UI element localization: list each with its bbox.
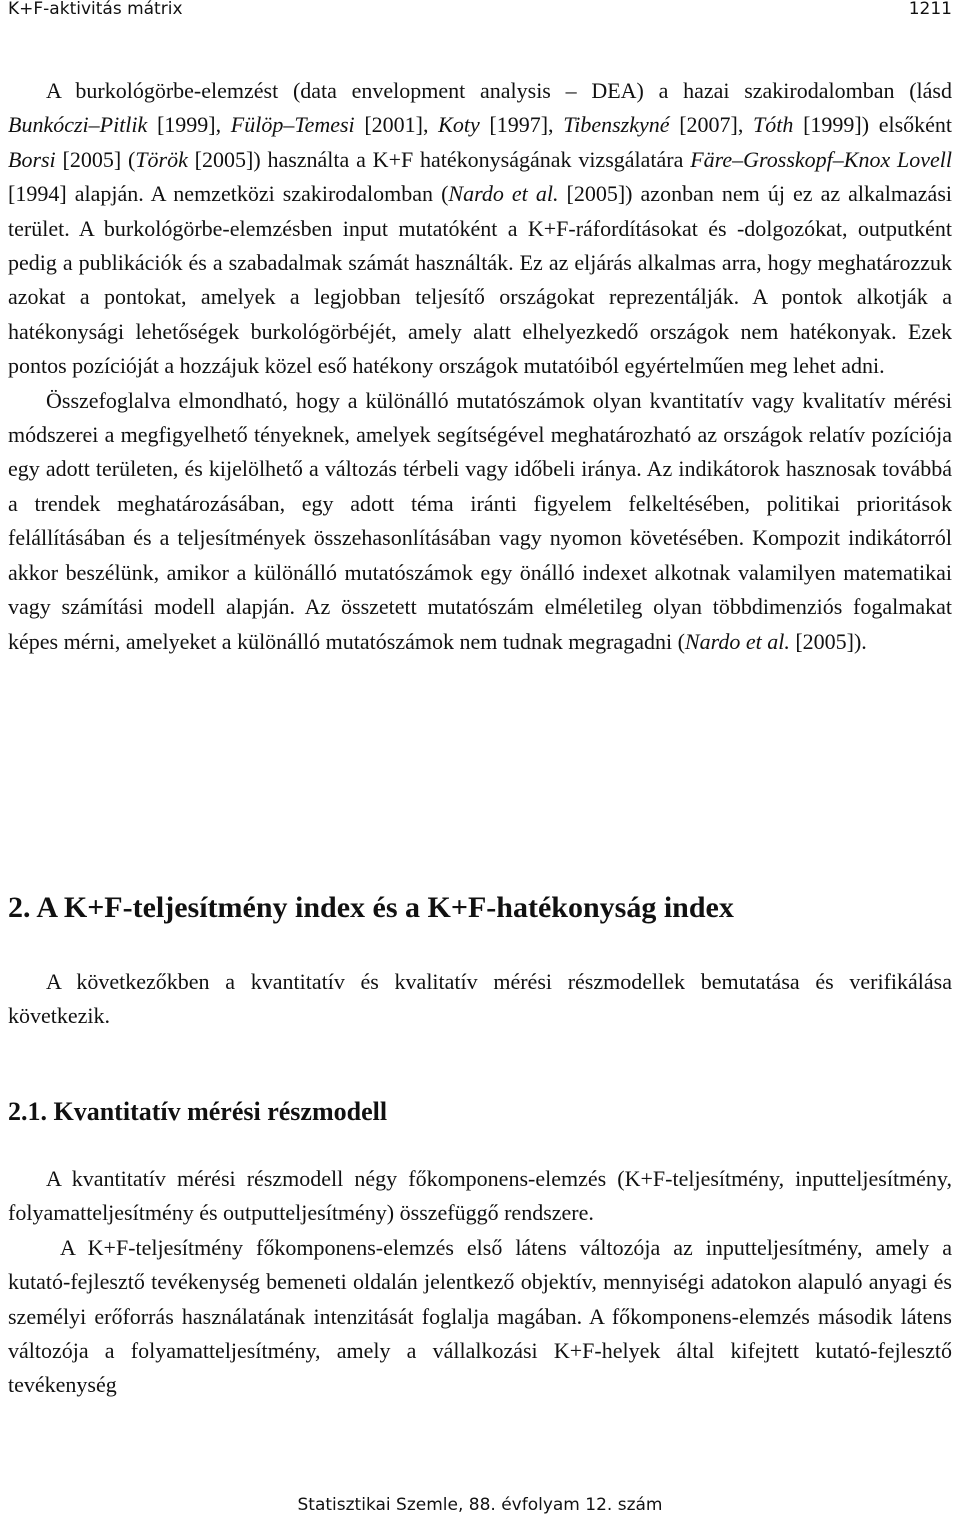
- paragraph-dea: A burkológörbe-elemzést (data envelopment analysis ‒ DEA) a hazai szakirodalomban (lásd Bunkóczi–Pitlik [1999], Fülöp–Temesi [2001], Koty [1997], Tibenszkyné [2007], Tóth [1999]) elsőként Borsi [2005] (Török [2005]) használta a K+F hatékonyságának vizsgálatára Färe–Grosskopf–Knox Lovell [1994] alapján. A nemzetközi szakirodalomban (Nardo et al. [2005]) azonban nem új ez az alkalmazási terület. A burkológörbe-elemzésben input mutatóként a K+F-ráfordításokat és -dolgozókat, outputként pedig a publikációk és a szabadalmak számát használták. Ez az eljárás alkalmas arra, hogy meghatározzuk azokat a pontokat, amelyek a legjobban teljesítő országokat reprezentálják. A pontok alkotják a hatékonysági lehetőségek burkológörbéjét, amely alatt elhelyezkedő országok nem hatékonyak. Ezek pontos pozícióját a hozzájuk közel eső hatékony országok mutatóiból egyértelműen meg lehet adni.: [8, 78, 953, 379]
- citation-author: Fülöp–Temesi: [230, 112, 355, 138]
- running-title: K+F-aktivitás mátrix: [8, 0, 183, 19]
- journal-footer: Statisztikai Szemle, 88. évfolyam 12. szám: [297, 1495, 663, 1515]
- citation-author: Bunkóczi–Pitlik: [8, 112, 148, 138]
- paragraph-components: A K+F-teljesítmény főkomponens-elemzés első látens változója az inputteljesítmény, amely a kutató-fejlesztő tevékenység bemeneti oldalán jelentkező objektív, mennyiségi adatokon alapuló anyagi és személyi erőforrás használatának intenzitását foglalja magában. A főkomponens-elemzés második látens változója a folyamatteljesítmény, amely a vállalkozási K+F-helyek által kifejtett kutató-fejlesztő tevékenység: [8, 1234, 952, 1398]
- citation-author: Färe–Grosskopf–Knox Lovell: [690, 146, 953, 172]
- paragraph-summary: Összefoglalva elmondható, hogy a különálló mutatószámok olyan kvantitatív vagy kvalitatív mérési módszerei a megfigyelhető tényeknek, amelyek segítségével meghatározható az országok relatív pozíciója egy adott területen, és kijelölhető a változás térbeli vagy időbeli iránya. Az indikátorok hasznosak továbbá a trendek meghatározásában, egy adott téma iránti figyelem felkeltésében, politikai prioritások felállításában és a teljesítmények összehasonlításában vagy nyomon követésében. Kompozit indikátorról akkor beszélünk, amikor a különálló mutatószámok egy önálló indexet alkotnak valamilyen matematikai vagy számítási modell alapján. Az összetett mutatószám elméletileg olyan többdimenziós fogalmakat képes mérni, amelyeket a különálló mutatószámok nem tudnak megragadni (Nardo et al. [2005]).: [8, 387, 952, 654]
- page-number: 1211: [908, 0, 952, 19]
- citation-author: Nardo et al.: [684, 628, 790, 654]
- section-2-text: [8, 965, 952, 1034]
- citation-author: Tóth: [753, 112, 794, 138]
- citation-author: Borsi: [8, 146, 56, 172]
- paragraph-model: A kvantitatív mérési részmodell négy főkomponens-elemzés (K+F-teljesítmény, inputteljesítmény, folyamatteljesítmény és outputteljesítmény) összefüggő rendszere.: [8, 1166, 952, 1226]
- paragraph-intro: A következőkben a kvantitatív és kvalitatív mérési részmodellek bemutatása és verifikálása következik.: [8, 969, 952, 1029]
- citation-author: Török: [135, 146, 188, 172]
- running-header: [8, 0, 952, 22]
- section-heading: 2. A K+F-teljesítmény index és a K+F-hatékonyság index: [8, 891, 734, 924]
- subsection-heading: 2.1. Kvantitatív mérési részmodell: [8, 1097, 388, 1126]
- citation-author: Tibenszkyné: [563, 112, 670, 138]
- citation-author: Koty: [438, 112, 480, 138]
- section-dea-text: [8, 74, 952, 659]
- citation-author: Nardo et al.: [448, 181, 559, 207]
- section-2-1-text: [8, 1162, 952, 1403]
